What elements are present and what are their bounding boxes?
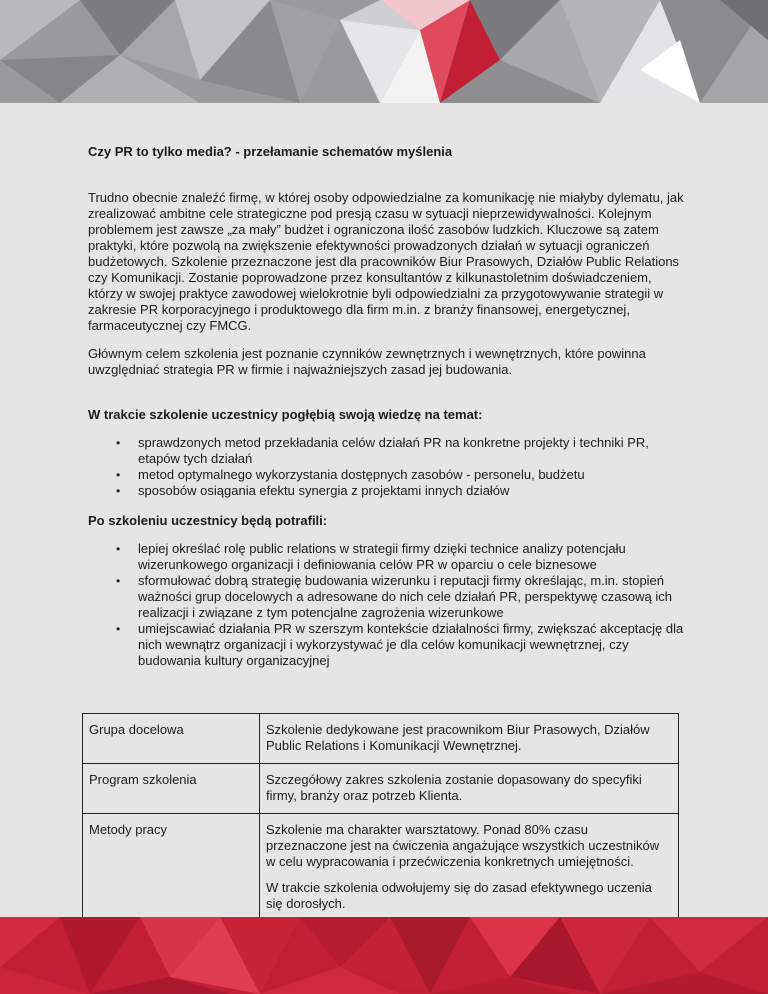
table-value-cell (260, 814, 679, 922)
footer-pattern (0, 917, 768, 994)
header-pattern (0, 0, 768, 103)
intro-paragraph: Trudno obecnie znaleźć firmę, w której osoby odpowiedzialne za komunikację nie miałyby dylematu, jak zrealizować ambitne cele strategiczne pod presją czasu w sytuacji nieprzewidywalności. Kolejnym problemem jest zawsze „za mały” budżet i ograniczona ilość zasobów ludzkich. Kluczowe są zatem praktyki, które pozwolą na zwiększenie efektywności prowadzonych działań w sytuacji ograniczeń budżetowych. Szkolenie przeznaczone jest dla pracowników Biur Prasowych, Działów Public Relations czy Komunikacji. Zostanie poprowadzone przez konsultantów z kilkunastoletnim doświadczeniem, którzy w swojej praktyce zawodowej wielokrotnie byli odpowiedzialni za przygotowywanie strategii w zakresie PR korporacyjnego i produktowego dla firm m.in. z branży finansowej, energetycznej, farmaceutycznej czy FMCG. (88, 190, 684, 333)
table-label-cell: Metody pracy (83, 814, 260, 922)
list-item (88, 573, 688, 621)
bullet-icon: • (116, 468, 121, 482)
table-value-text: Szkolenie ma charakter warsztatowy. Ponad 80% czasu przeznaczone jest na ćwiczenia angażujące wszystkich uczestników w celu wypracowania i przećwiczenia konkretnych umiejętności. (266, 822, 660, 869)
list-item-text: lepiej określać rolę public relations w strategii firmy dzięki technice analizy potencjału wizerunkowego organizacji i definiowania celów PR w oparciu o cele biznesowe (138, 541, 626, 572)
list-item (88, 483, 688, 499)
list-item-text: sprawdzonych metod przekładania celów działań PR na konkretne projekty i techniki PR, etapów tych działań (138, 435, 649, 466)
table-value-cell (260, 764, 679, 814)
bullet-icon: • (116, 484, 121, 498)
footer-banner (0, 917, 768, 994)
topics-list (88, 435, 688, 499)
goal-paragraph: Głównym celem szkolenia jest poznanie czynników zewnętrznych i wewnętrznych, które powinna uwzględniać strategia PR w firmie i najważniejszych zasad jej budowania. (88, 346, 646, 377)
header-banner (0, 0, 768, 103)
table-row (83, 714, 679, 764)
bullet-icon: • (116, 574, 121, 588)
topics-heading: W trakcie szkolenie uczestnicy pogłębią swoją wiedzę na temat: (88, 407, 483, 422)
table-label-cell: Program szkolenia (83, 764, 260, 814)
table-row (83, 764, 679, 814)
table-row (83, 814, 679, 922)
outcomes-list (88, 541, 688, 669)
bullet-icon: • (116, 542, 121, 556)
document-body (88, 130, 688, 669)
table-value-text: Szczegółowy zakres szkolenia zostanie dopasowany do specyfiki firmy, branży oraz potrzeb Klienta. (266, 772, 642, 803)
list-item (88, 541, 688, 573)
list-item-text: metod optymalnego wykorzystania dostępnych zasobów - personelu, budżetu (138, 467, 585, 482)
info-table (82, 713, 679, 922)
list-item-text: sposobów osiągania efektu synergia z projektami innych działów (138, 483, 510, 498)
list-item (88, 621, 688, 669)
outcomes-heading: Po szkoleniu uczestnicy będą potrafili: (88, 513, 328, 528)
document-title: Czy PR to tylko media? - przełamanie schematów myślenia (88, 144, 453, 159)
table-value-text: W trakcie szkolenia odwołujemy się do zasad efektywnego uczenia się dorosłych. (266, 880, 652, 911)
table-value-text: Szkolenie dedykowane jest pracownikom Biur Prasowych, Działów Public Relations i Komunikacji Wewnętrznej. (266, 722, 650, 753)
bullet-icon: • (116, 622, 121, 636)
list-item (88, 435, 688, 467)
bullet-icon: • (116, 436, 121, 450)
list-item-text: umiejscawiać działania PR w szerszym kontekście działalności firmy, zwiększać akceptację dla nich wewnątrz organizacji i wykorzystywać je dla celów komunikacji wewnętrznej, czy budowania kultury organizacyjnej (138, 621, 684, 668)
list-item (88, 467, 688, 483)
table-label-cell: Grupa docelowa (83, 714, 260, 764)
list-item-text: sformułować dobrą strategię budowania wizerunku i reputacji firmy określając, m.in. stopień ważności grup docelowych a adresowane do nich cele działań PR, perspektywę czasową ich realizacji i związane z tym potencjalne zagrożenia wizerunkowe (138, 573, 673, 620)
table-value-cell (260, 714, 679, 764)
